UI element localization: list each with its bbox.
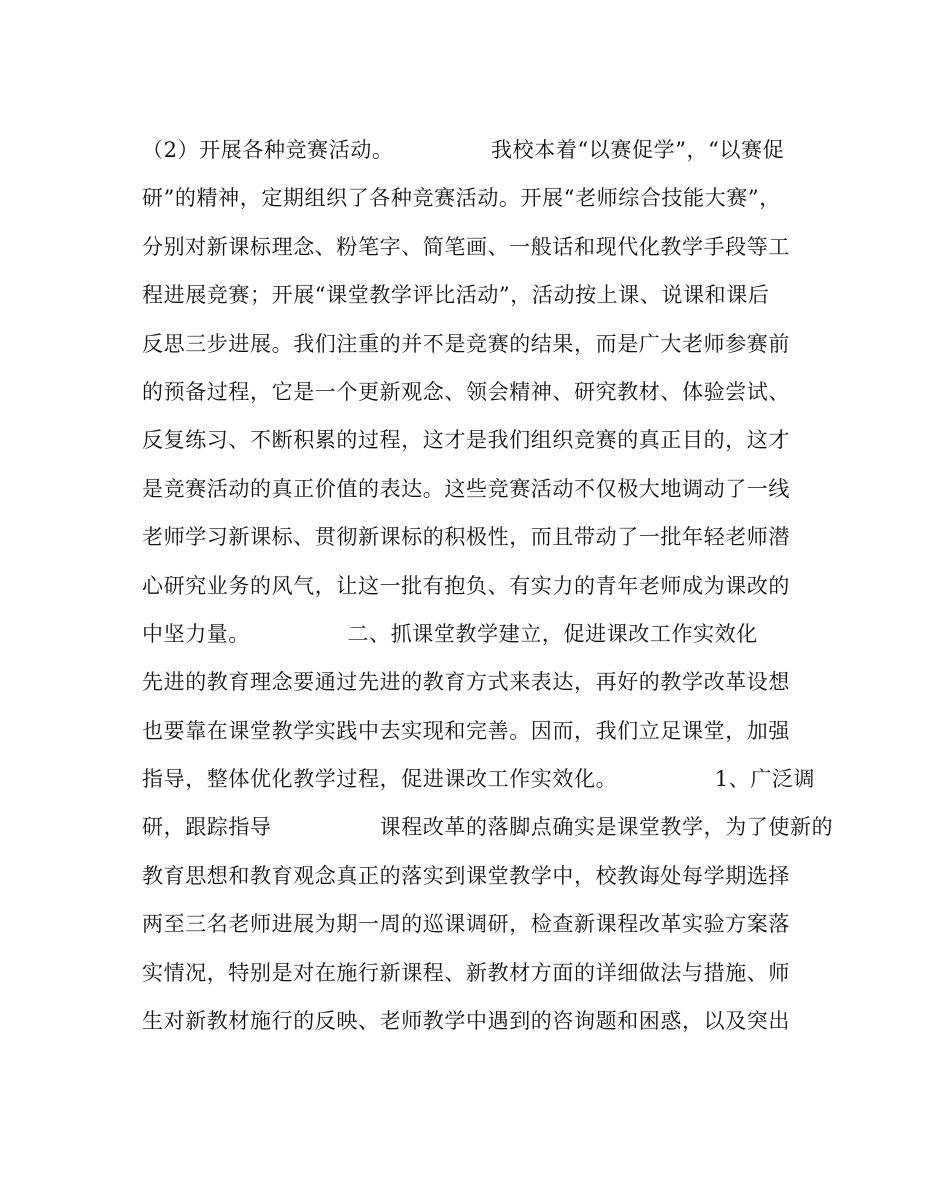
text-line: 先进的教育理念要通过先进的教育方式来表达，再好的教学改革设想 xyxy=(142,670,790,695)
text-line: 指导，整体优化教学过程，促进课改工作实效化。 1、广泛调 xyxy=(142,767,816,792)
text-line: 教育思想和教育观念真正的落实到课堂教学中，校教诲处每学期选择 xyxy=(142,863,790,888)
text-line: 程进展竞赛；开展“课堂教学评比活动”，活动按上课、说课和课后 xyxy=(142,283,770,308)
text-line: 研，跟踪指导 课程改革的落脚点确实是课堂教学，为了使新的 xyxy=(142,815,834,840)
text-line: 是竞赛活动的真正价值的表达。这些竞赛活动不仅极大地调动了一线 xyxy=(142,476,790,501)
text-line: 反复练习、不断积累的过程，这才是我们组织竞赛的真正目的，这才 xyxy=(142,428,790,453)
text-line: （2）开展各种竞赛活动。 我校本着“以赛促学”，“以赛促 xyxy=(142,138,785,162)
text-line: 的预备过程，它是一个更新观念、领会精神、研究教材、体验尝试、 xyxy=(142,379,790,404)
text-line: 生对新教材施行的反映、老师教学中遇到的咨询题和困惑，以及突出 xyxy=(142,1009,790,1034)
text-line: 也要靠在课堂教学实践中去实现和完善。因而，我们立足课堂，加强 xyxy=(142,718,790,743)
text-line: 反思三步进展。我们注重的并不是竞赛的结果，而是广大老师参赛前 xyxy=(142,331,790,356)
text-line: 实情况，特别是对在施行新课程、新教材方面的详细做法与措施、师 xyxy=(142,960,790,985)
text-line: 中坚力量。 二、抓课堂教学建立，促进课改工作实效化 xyxy=(142,621,758,646)
body-text xyxy=(142,126,834,1045)
text-line: 老师学习新课标、贯彻新课标的积极性，而且带动了一批年轻老师潜 xyxy=(142,525,790,550)
text-line: 分别对新课标理念、粉笔字、简笔画、一般话和现代化教学手段等工 xyxy=(142,234,790,259)
text-line: 研”的精神，定期组织了各种竞赛活动。开展“老师综合技能大赛”， xyxy=(142,186,781,211)
text-line: 两至三名老师进展为期一周的巡课调研，检查新课程改革实验方案落 xyxy=(142,912,790,937)
text-line: 心研究业务的风气，让这一批有抱负、有实力的青年老师成为课改的 xyxy=(142,573,790,598)
